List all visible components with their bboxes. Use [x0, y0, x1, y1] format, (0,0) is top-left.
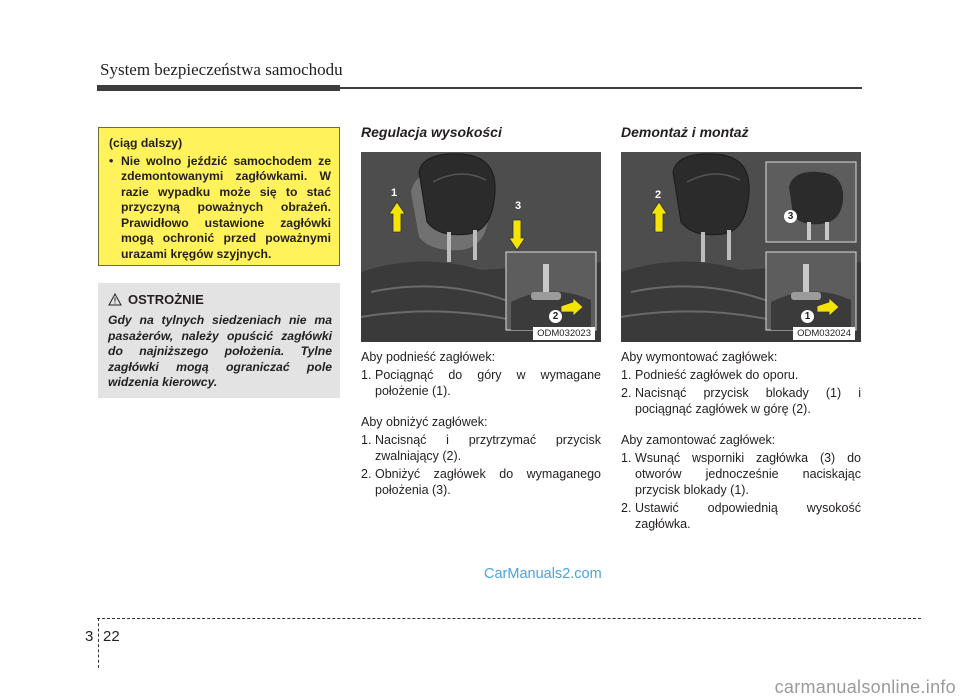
- section-title-removal: Demontaż i montaż: [621, 124, 749, 140]
- header-rule-thick: [97, 85, 340, 91]
- caution-heading: [108, 292, 332, 307]
- step-text: Wsunąć wsporniki zagłówka (3) do otworów jednocześnie naciskając przycisk blokady (1).: [635, 451, 861, 497]
- list-item: [621, 367, 861, 383]
- section-title-height: Regulacja wysokości: [361, 124, 502, 140]
- step-number: 2.: [361, 467, 372, 481]
- list-item: [361, 432, 601, 464]
- list-item: [621, 450, 861, 498]
- list-item: [621, 500, 861, 532]
- callout-2: 2: [549, 310, 562, 323]
- height-adjustment-section: [361, 124, 601, 498]
- page-number-value: 22: [103, 628, 120, 645]
- lower-steps: [361, 432, 601, 498]
- step-number: 2.: [621, 386, 632, 400]
- caution-text: Gdy na tylnych siedzeniach nie ma pasażerów, należy opuścić zagłówki do najniższego położenia. Tylne zagłówki mogą ograniczać pole widzenia kierowcy.: [108, 313, 332, 389]
- step-number: 1.: [361, 433, 372, 447]
- raise-intro: Aby podnieść zagłówek:: [361, 350, 496, 364]
- step-text: Obniżyć zagłówek do wymaganego położenia (3).: [375, 467, 601, 497]
- remove-steps: [621, 367, 861, 417]
- caution-title: OSTROŻNIE: [128, 292, 204, 307]
- step-number: 1.: [621, 451, 632, 465]
- callout-3: 3: [784, 210, 797, 223]
- site-watermark: carmanualsonline.info: [774, 677, 956, 697]
- header-rule-thin: [340, 87, 862, 89]
- page-header-title: System bezpieczeństwa samochodu: [100, 60, 343, 79]
- headrest-height-illustration: [361, 152, 601, 342]
- figure-code: ODM032023: [533, 327, 595, 340]
- list-item: [361, 367, 601, 399]
- removal-section: [621, 124, 861, 532]
- chapter-number: 3: [85, 628, 94, 645]
- step-text: Pociągnąć do góry w wymagane położenie (1).: [375, 368, 601, 398]
- step-text: Podnieść zagłówek do oporu.: [635, 368, 799, 382]
- caution-box: [98, 283, 340, 398]
- callout-3: 3: [515, 200, 522, 212]
- callout-1: 1: [801, 310, 814, 323]
- headrest-removal-illustration: [621, 152, 861, 342]
- step-text: Nacisnąć i przytrzymać przycisk zwalniający (2).: [375, 433, 601, 463]
- step-number: 2.: [621, 501, 632, 515]
- step-number: 1.: [621, 368, 632, 382]
- warning-box: [98, 127, 340, 266]
- warning-triangle-icon: [108, 293, 122, 306]
- remove-intro: Aby wymontować zagłówek:: [621, 350, 778, 364]
- list-item: [621, 385, 861, 417]
- warning-continued: (ciąg dalszy): [109, 136, 183, 150]
- removal-instructions: [621, 349, 861, 532]
- raise-steps: [361, 367, 601, 399]
- warning-list: [109, 154, 331, 263]
- figure-code: ODM032024: [793, 327, 855, 340]
- lower-intro: Aby obniżyć zagłówek:: [361, 415, 488, 429]
- install-intro: Aby zamontować zagłówek:: [621, 433, 776, 447]
- headrest-removal-drawing: [621, 152, 861, 342]
- install-steps: [621, 450, 861, 532]
- step-number: 1.: [361, 368, 372, 382]
- height-instructions: [361, 349, 601, 498]
- warning-bullet: • Nie wolno jeździć samochodem ze zdemontowanymi zagłówkami. W razie wypadku może się to stać przyczyną poważnych obrażeń. Prawidłowo ustawione zagłówki mogą ochronić przed poważnymi urazami kręgów szyjnych.: [109, 154, 331, 263]
- headrest-height-drawing: [361, 152, 601, 342]
- step-text: Nacisnąć przycisk blokady (1) i pociągnąć zagłówek w górę (2).: [635, 386, 861, 416]
- step-text: Ustawić odpowiednią wysokość zagłówka.: [635, 501, 861, 531]
- callout-2: 2: [655, 189, 662, 201]
- page-number: [85, 628, 120, 645]
- list-item: [361, 466, 601, 498]
- callout-1: 1: [391, 187, 398, 199]
- footer-rule: [97, 618, 921, 619]
- watermark-link[interactable]: CarManuals2.com: [484, 566, 602, 582]
